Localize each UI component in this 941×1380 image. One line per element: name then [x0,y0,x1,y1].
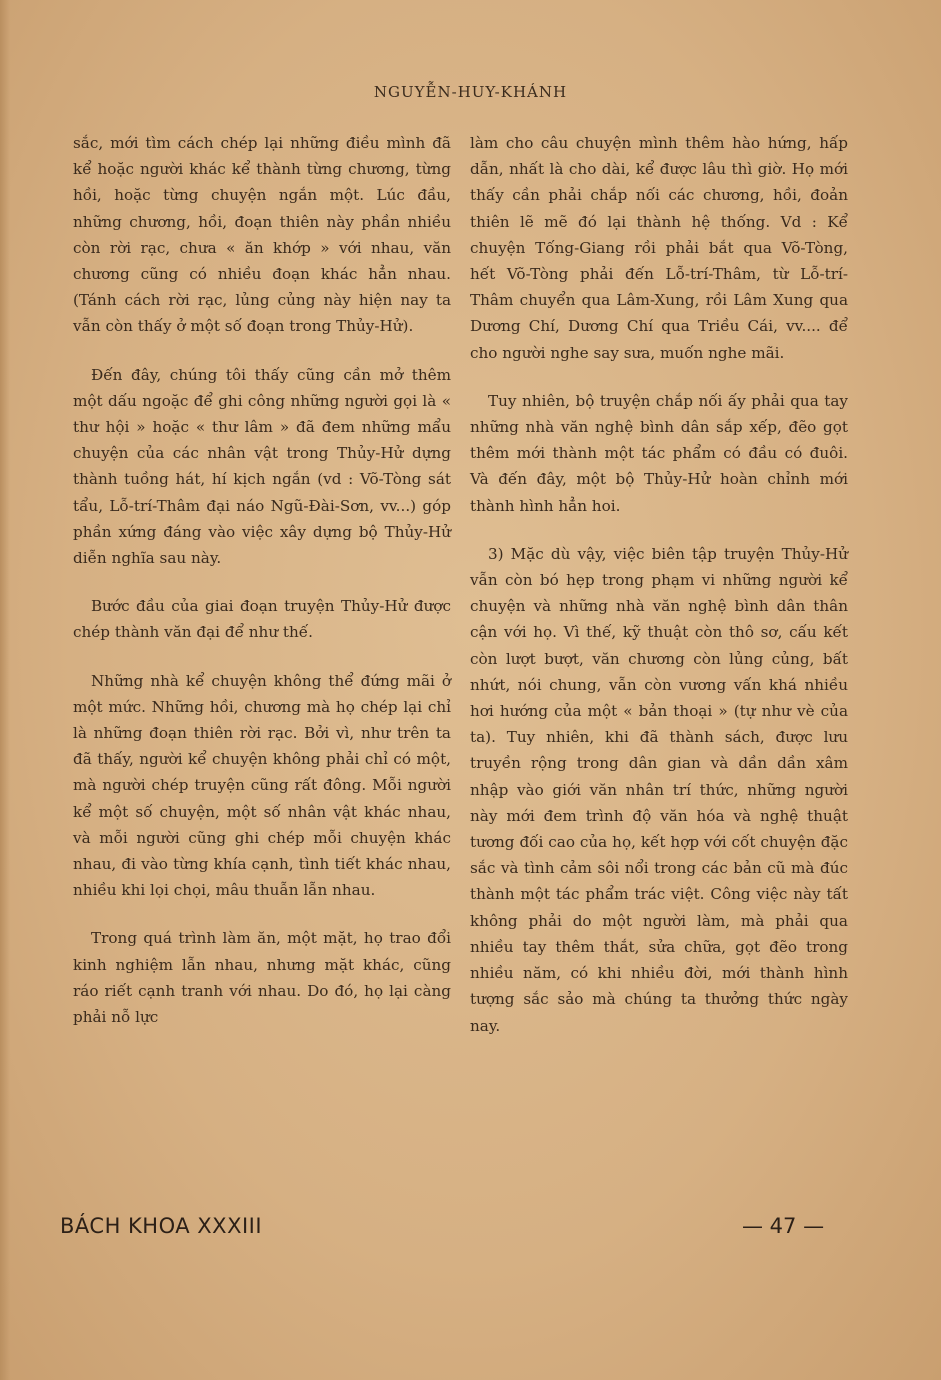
publication-title: BÁCH KHOA XXXIII [60,1214,263,1238]
paragraph: Đến đây, chúng tôi thấy cũng cần mở thêm một dấu ngoặc để ghi công những người gọi là « thư hội » hoặc « thư lâm » đã đem những mẩu chuyện của các nhân vật trong Thủy-Hử dựng thành tuồng hát, hí kịch ngắn (vd : Võ-Tòng sát tẩu, Lỗ-trí-Thâm đại náo Ngũ-Đài-Sơn, vv...) góp phần xứng đáng vào việc xây dựng bộ Thủy-Hử diễn nghĩa sau này. [73,365,451,568]
running-header-author: NGUYỄN-HUY-KHÁNH [373,83,568,101]
paragraph: Những nhà kể chuyện không thể đứng mãi ở một mức. Những hồi, chương mà họ chép lại chỉ là những đoạn thiên rời rạc. Bởi vì, như trên ta đã thấy, người kể chuyện không phải chỉ có một, mà người chép truyện cũng rất đông. Mỗi người kể một số chuyện, một số nhân vật khác nhau, và mỗi người cũng ghi chép mỗi chuyện khác nhau, đi vào từng khía cạnh, tình tiết khác nhau, nhiều khi lọi chọi, mâu thuẫn lẫn nhau. [73,671,451,900]
paragraph: làm cho câu chuyện mình thêm hào hứng, hấp dẫn, nhất là cho dài, kể được lâu thì giờ. Họ mới thấy cần phải chắp nối các chương, hồi, đoản thiên lẽ mẽ đó lại thành hệ thống. Vd : Kể chuyện Tống-Giang rồi phải bắt qua Võ-Tòng, hết Võ-Tòng phải đến Lỗ-trí-Thâm, từ Lỗ-trí-Thâm chuyển qua Lâm-Xung, rồi Lâm Xung qua Dương Chí, Dương Chí qua Triều Cái, vv.... để cho người nghe say sưa, muốn nghe mãi. [470,134,848,362]
left-column [73,130,451,1052]
page-number: — 47 — [742,1214,825,1238]
right-column [470,130,848,1061]
paragraph: Bước đầu của giai đoạn truyện Thủy-Hử được chép thành văn đại để như thế. [73,597,451,642]
page-edge-shadow [0,0,10,1380]
paragraph: 3) Mặc dù vậy, việc biên tập truyện Thủy-Hử vẫn còn bó hẹp trong phạm vi những người kể chuyện và những nhà văn nghệ bình dân thân cận với họ. Vì thế, kỹ thuật còn thô sơ, cấu kết còn lượt bượt, văn chương còn lủng củng, bất nhứt, nói chung, vẫn còn vương vấn khá nhiều hơi hướng của một « bản thoại » (tự như vè của ta). Tuy nhiên, khi đã thành sách, được lưu truyền rộng trong dân gian và dần dần xâm nhập vào giới văn nhân trí thức, những người này mới đem trình độ văn hóa và nghệ thuật tương đối cao của họ, kết hợp với cốt chuyện đặc sắc và tình cảm sôi nổi trong các bản cũ mà đúc thành một tác phẩm trác việt. Công việc này tất không phải do một người làm, mà phải qua nhiều tay thêm thắt, sửa chữa, gọt đẽo trong nhiều năm, có khi nhiều đời, mới thành hình tượng sắc sảo mà chúng ta thưởng thức ngày nay. [470,544,848,1035]
paragraph: Trong quá trình làm ăn, một mặt, họ trao đổi kinh nghiệm lẫn nhau, nhưng mặt khác, cũng ráo riết cạnh tranh với nhau. Do đó, họ lại càng phải nỗ lực [73,929,451,1027]
paragraph: sắc, mới tìm cách chép lại những điều mình đã kể hoặc người khác kể thành từng chương, từng hồi, hoặc từng chuyện ngắn một. Lúc đầu, những chương, hồi, đoạn thiên này phần nhiều còn rời rạc, chưa « ăn khớp » với nhau, văn chương cũng có nhiều đoạn khác hẳn nhau. (Tánh cách rời rạc, lủng củng này hiện nay ta vẫn còn thấy ở một số đoạn trong Thủy-Hử). [73,134,451,336]
paragraph: Tuy nhiên, bộ truyện chắp nối ấy phải qua tay những nhà văn nghệ bình dân sắp xếp, đẽo gọt thêm mới thành một tác phẩm có đầu có đuôi. Và đến đây, một bộ Thủy-Hử hoàn chỉnh mới thành hình hẳn hoi. [470,391,848,515]
